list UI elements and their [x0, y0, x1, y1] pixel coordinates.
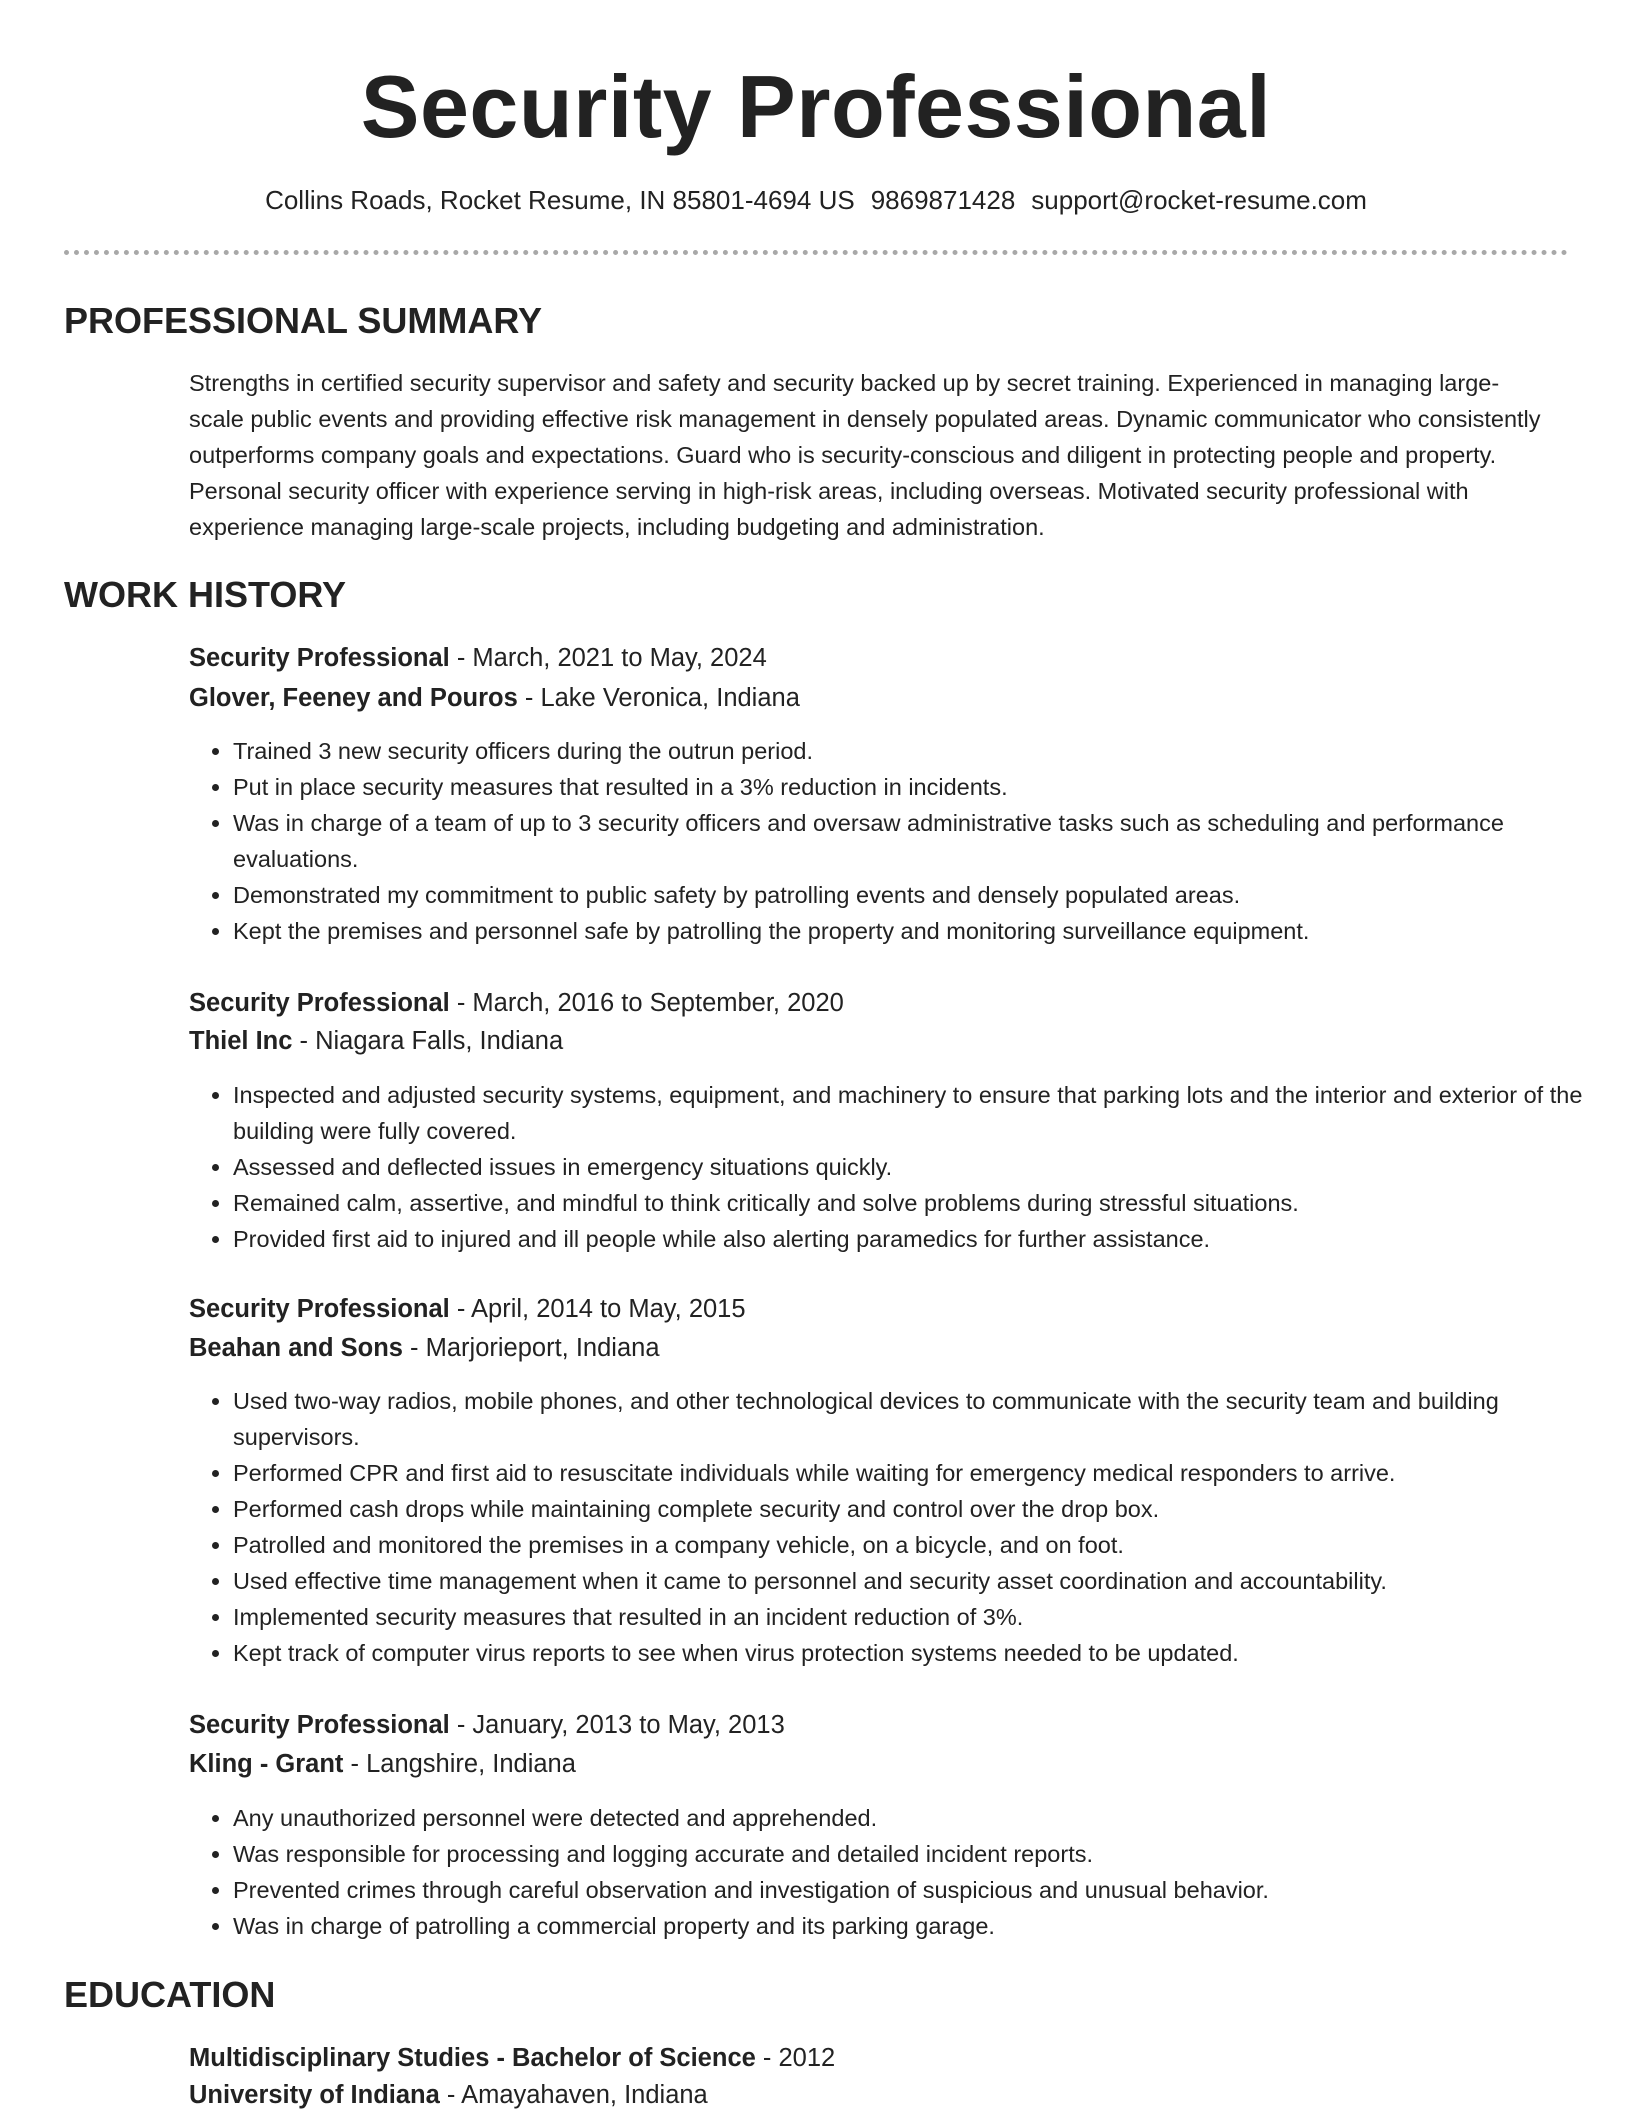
list-item: • Was responsible for processing and logging accurate and detailed incident reports.	[233, 1836, 1598, 1872]
job-4-location: - Langshire, Indiana	[343, 1750, 576, 1778]
job-3-bullets	[189, 1383, 1598, 1671]
header-divider	[64, 250, 1568, 255]
list-item: • Prevented crimes through careful observation and investigation of suspicious and unusual behavior.	[233, 1872, 1598, 1908]
job-4-company: Kling - Grant	[189, 1750, 344, 1778]
list-item: • Patrolled and monitored the premises in a company vehicle, on a bicycle, and on foot.	[233, 1527, 1598, 1563]
list-item: • Implemented security measures that resulted in an incident reduction of 3%.	[233, 1599, 1598, 1635]
list-item: • Performed CPR and first aid to resuscitate individuals while waiting for emergency medical responders to arrive.	[233, 1455, 1598, 1491]
job-1-title-line	[189, 640, 1554, 676]
job-3-company: Beahan and Sons	[189, 1334, 403, 1362]
job-4-title-line	[189, 1707, 1554, 1743]
job-4-role: Security Professional	[189, 1711, 450, 1739]
contact-address: Collins Roads, Rocket Resume, IN 85801-4694 US	[265, 185, 855, 215]
job-2-role: Security Professional	[189, 989, 450, 1017]
list-item: • Put in place security measures that resulted in a 3% reduction in incidents.	[233, 769, 1598, 805]
list-item: • Assessed and deflected issues in emergency situations quickly.	[233, 1149, 1598, 1185]
job-2-title-line	[189, 985, 1554, 1021]
job-3-dates: - April, 2014 to May, 2015	[449, 1295, 746, 1323]
education-school-line	[189, 2077, 1554, 2113]
contact-line	[0, 180, 1632, 220]
education-degree: Multidisciplinary Studies - Bachelor of Science	[189, 2044, 756, 2072]
list-item: • Remained calm, assertive, and mindful to think critically and solve problems during stressful situations.	[233, 1185, 1598, 1221]
resume-name: Security Professional	[360, 57, 1272, 156]
list-item: • Was in charge of a team of up to 3 security officers and oversaw administrative tasks such as scheduling and performance evaluations.	[233, 805, 1598, 877]
education-location: - Amayahaven, Indiana	[439, 2081, 708, 2109]
job-2-company: Thiel Inc	[189, 1027, 293, 1055]
job-4-dates: - January, 2013 to May, 2013	[449, 1711, 785, 1739]
job-3-company-line	[189, 1330, 1554, 1366]
work-history-heading: WORK HISTORY	[64, 574, 347, 615]
education-degree-line	[189, 2040, 1554, 2076]
contact-phone: 9869871428	[870, 185, 1016, 215]
job-1-company-line	[189, 680, 1554, 716]
list-item: • Used two-way radios, mobile phones, and other technological devices to communicate with the security team and building supervisors.	[233, 1383, 1598, 1455]
contact-email[interactable]: support@rocket-resume.com	[1031, 185, 1367, 215]
education-heading: EDUCATION	[64, 1974, 276, 2015]
education-school: University of Indiana	[189, 2081, 440, 2109]
job-1-dates: - March, 2021 to May, 2024	[449, 644, 767, 672]
job-3-role: Security Professional	[189, 1295, 450, 1323]
job-4-company-line	[189, 1746, 1554, 1782]
list-item: • Performed cash drops while maintaining complete security and control over the drop box.	[233, 1491, 1598, 1527]
education-year: - 2012	[755, 2044, 836, 2072]
list-item: • Used effective time management when it came to personnel and security asset coordination and accountability.	[233, 1563, 1598, 1599]
job-1-role: Security Professional	[189, 644, 450, 672]
job-1-company: Glover, Feeney and Pouros	[189, 684, 518, 712]
job-2-location: - Niagara Falls, Indiana	[292, 1027, 564, 1055]
job-4-bullets	[189, 1800, 1598, 1944]
list-item: • Was in charge of patrolling a commercial property and its parking garage.	[233, 1908, 1598, 1944]
list-item: • Inspected and adjusted security systems, equipment, and machinery to ensure that parking lots and the interior and exterior of the building were fully covered.	[233, 1077, 1598, 1149]
summary-heading: PROFESSIONAL SUMMARY	[64, 300, 543, 341]
job-2-dates: - March, 2016 to September, 2020	[449, 989, 844, 1017]
job-2-company-line	[189, 1023, 1554, 1059]
list-item: • Kept the premises and personnel safe by patrolling the property and monitoring surveillance equipment.	[233, 913, 1598, 949]
job-2-bullets	[189, 1077, 1598, 1257]
list-item: • Trained 3 new security officers during the outrun period.	[233, 733, 1598, 769]
list-item: • Demonstrated my commitment to public safety by patrolling events and densely populated areas.	[233, 877, 1598, 913]
list-item: • Kept track of computer virus reports to see when virus protection systems needed to be updated.	[233, 1635, 1598, 1671]
job-3-location: - Marjorieport, Indiana	[402, 1334, 660, 1362]
summary-text: Strengths in certified security supervisor and safety and security backed up by secret training. Experienced in managing large-scale public events and providing effective risk management in densely populated areas. Dynamic communicator who consistently outperforms company goals and expectations. Guard who is security-conscious and diligent in protecting people and property. Personal security officer with experience serving in high-risk areas, including overseas. Motivated security professional with experience managing large-scale projects, including budgeting and administration.	[189, 370, 1541, 540]
job-3-title-line	[189, 1291, 1554, 1327]
job-1-location: - Lake Veronica, Indiana	[517, 684, 800, 712]
list-item: • Any unauthorized personnel were detected and apprehended.	[233, 1800, 1598, 1836]
job-1-bullets	[189, 733, 1598, 949]
list-item: • Provided first aid to injured and ill people while also alerting paramedics for further assistance.	[233, 1221, 1598, 1257]
